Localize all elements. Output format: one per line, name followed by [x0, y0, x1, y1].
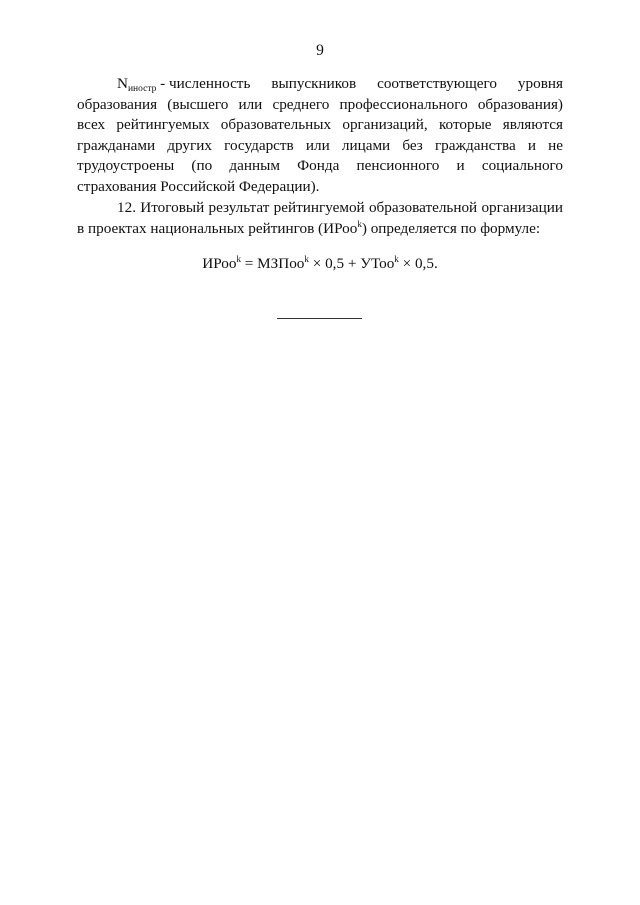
symbol-subscript: иностр [127, 84, 157, 94]
definition-paragraph [77, 74, 563, 197]
formula-term2-sup: k [394, 254, 399, 264]
formula-tail: × 0,5. [398, 255, 438, 272]
paragraph-12-sup: k [357, 218, 362, 229]
formula-lhs-sup: k [236, 254, 241, 264]
formula-term1-sup: k [304, 254, 309, 264]
definition-word-2: выпускников [271, 75, 357, 92]
page-number: 9 [316, 42, 324, 59]
definition-first-line [77, 74, 563, 95]
paragraph-12-part2: ) определяется по формуле: [361, 219, 541, 237]
formula-eq: = МЗПоо [240, 255, 305, 272]
definition-word-4: уровня [517, 75, 563, 92]
definition-text: образования (высшего или среднего профессионального образования) всех рейтингуемых образовательных организаций, которые являются гражданами других государств или лицами без гражданства и не трудоустроены (по данным Фонда пенсионного и социального страхования Российской Федерации). [77, 95, 563, 195]
definition-word-3: соответствующего [377, 75, 497, 92]
symbol-letter: N [117, 75, 128, 92]
definition-symbol [117, 74, 250, 95]
paragraph-12 [77, 198, 563, 239]
paragraph-12-part1: 12. Итоговый результат рейтингуемой образовательной организации в проектах национальных рейтингов (ИРоо [77, 199, 563, 237]
definition-word-1: - численность [160, 75, 251, 92]
formula-lhs: ИРоо [202, 255, 237, 272]
formula-mid: × 0,5 + УТоо [308, 255, 395, 272]
end-divider [277, 318, 362, 319]
formula [0, 254, 640, 274]
